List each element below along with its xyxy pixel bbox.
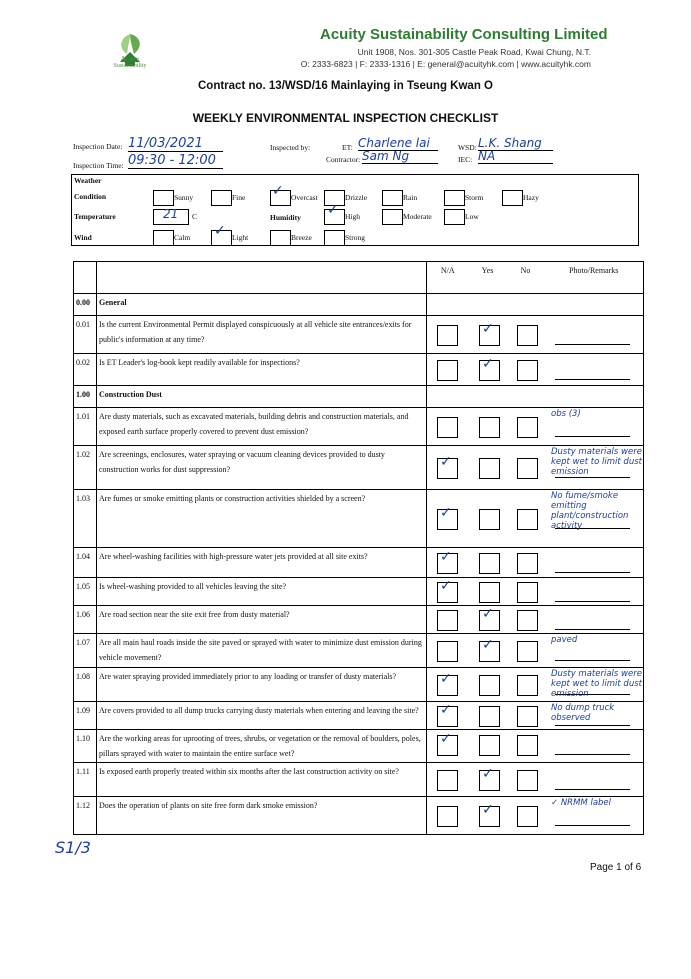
page-number: Page 1 of 6: [590, 862, 642, 873]
item-number: 1.00: [74, 386, 97, 408]
item-text: Are dusty materials, such as excavated materials, building debris and construction materials, and exposed earth surface properly covered to prevent dust emission?: [97, 408, 427, 446]
iec-label: IEC:: [458, 155, 473, 164]
item-number: 1.08: [74, 668, 97, 702]
yes-checkbox[interactable]: [479, 417, 500, 438]
humidity-label: Humidity: [270, 213, 301, 222]
table-row: [74, 548, 644, 578]
answer-cell: [427, 730, 644, 763]
table-row: [74, 408, 644, 446]
humidity-moderate-label: Moderate: [403, 212, 432, 221]
remark-line: [555, 629, 630, 630]
table-row: [74, 578, 644, 606]
remark-line: [555, 825, 630, 826]
remark-line: [555, 379, 630, 380]
item-number: 1.05: [74, 578, 97, 606]
table-row: [74, 490, 644, 548]
wsd-value: L.K. Shang: [478, 136, 553, 151]
remark-text: obs (3): [551, 409, 581, 419]
logo-text: [100, 55, 160, 69]
table-row: [74, 316, 644, 354]
header-no: No: [507, 262, 545, 294]
check-mark-icon: ✓: [482, 765, 494, 782]
no-checkbox[interactable]: [517, 582, 538, 603]
no-checkbox[interactable]: [517, 770, 538, 791]
fine-label: Fine: [232, 193, 246, 202]
contractor-label: Contractor:: [326, 155, 361, 164]
check-mark-icon: ✓: [482, 636, 494, 653]
wind-strong-checkbox[interactable]: [324, 230, 345, 246]
item-number: 0.02: [74, 354, 97, 386]
company-contact: O: 2333-6823 | F: 2333-1316 | E: general@acuityhk.com | www.acuityhk.com: [300, 59, 591, 69]
header-cell-no: [74, 262, 97, 294]
item-number: 1.04: [74, 548, 97, 578]
na-checkbox[interactable]: [437, 641, 458, 662]
item-number: 1.06: [74, 606, 97, 634]
no-checkbox[interactable]: [517, 706, 538, 727]
no-checkbox[interactable]: [517, 458, 538, 479]
item-text: Are covers provided to all dump trucks carrying dusty materials when entering and leaving the site?: [97, 702, 427, 730]
wind-breeze-label: Breeze: [291, 233, 312, 242]
storm-label: Storm: [465, 193, 484, 202]
item-text: Are all main haul roads inside the site paved or sprayed with water to minimize dust emission during vehicle movement?: [97, 634, 427, 668]
item-number: 1.01: [74, 408, 97, 446]
item-number: 1.07: [74, 634, 97, 668]
check-mark-icon: ✓: [482, 606, 494, 622]
na-checkbox[interactable]: [437, 360, 458, 381]
rain-checkbox[interactable]: [382, 190, 403, 206]
wind-calm-label: Calm: [174, 233, 191, 242]
wind-label: Wind: [74, 233, 92, 242]
rain-label: Rain: [403, 193, 418, 202]
item-number: 1.11: [74, 763, 97, 797]
header-yes: Yes: [469, 262, 507, 294]
answer-cell: [427, 606, 644, 634]
remark-line: [555, 344, 630, 345]
na-checkbox[interactable]: [437, 417, 458, 438]
section-title: General: [97, 294, 427, 316]
wind-light-check-icon: ✓: [214, 223, 226, 239]
table-row: [74, 634, 644, 668]
item-number: 1.12: [74, 797, 97, 835]
wind-breeze-checkbox[interactable]: [270, 230, 291, 246]
remark-line: [555, 725, 630, 726]
wind-light-label: Light: [232, 233, 249, 242]
remark-line: [555, 601, 630, 602]
yes-checkbox[interactable]: [479, 735, 500, 756]
humidity-low-checkbox[interactable]: [444, 209, 465, 225]
item-number: 1.02: [74, 446, 97, 490]
handwritten-note: S1/3: [55, 838, 91, 857]
check-mark-icon: ✓: [440, 453, 452, 470]
no-checkbox[interactable]: [517, 325, 538, 346]
answer-cell: [427, 763, 644, 797]
table-row: [74, 702, 644, 730]
item-text: Is ET Leader's log-book kept readily available for inspections?: [97, 354, 427, 386]
no-checkbox[interactable]: [517, 553, 538, 574]
table-row: [74, 797, 644, 835]
answer-cell: [427, 294, 644, 316]
et-value: Charlene lai: [358, 136, 438, 151]
remark-text: ✓ NRMM label: [551, 798, 612, 808]
wind-calm-checkbox[interactable]: [153, 230, 174, 246]
iec-value: NA: [478, 149, 553, 164]
checklist-table: [73, 261, 644, 835]
humidity-low-label: Low: [465, 212, 479, 221]
remark-line: [555, 660, 630, 661]
answer-cell: [427, 408, 644, 446]
header-remarks: Photo/Remarks: [545, 262, 644, 294]
item-text: Is exposed earth properly treated within six months after the last construction activity on site?: [97, 763, 427, 797]
no-checkbox[interactable]: [517, 806, 538, 827]
table-row: [74, 446, 644, 490]
answer-cell: [427, 446, 644, 490]
item-text: Are the working areas for uprooting of trees, shrubs, or vegetation or the removal of boulders, poles, pillars sprayed with water to maintain the entire surface wet?: [97, 730, 427, 763]
logo-word-2: Sustainability: [113, 63, 147, 69]
check-mark-icon: ✓: [482, 355, 494, 372]
sunny-checkbox[interactable]: [153, 190, 174, 206]
remark-line: [555, 572, 630, 573]
item-text: Are wheel-washing facilities with high-pressure water jets provided at all site exits?: [97, 548, 427, 578]
overcast-check-icon: ✓: [272, 183, 284, 199]
overcast-label: Overcast: [291, 193, 318, 202]
humidity-moderate-checkbox[interactable]: [382, 209, 403, 225]
remark-text: No dump truck observed: [551, 703, 615, 723]
yes-checkbox[interactable]: [479, 675, 500, 696]
remark-text: Dusty materials were kept wet to limit dust emission: [551, 447, 642, 477]
drizzle-label: Drizzle: [345, 193, 368, 202]
check-mark-icon: ✓: [482, 801, 494, 818]
item-text: Is the current Environmental Permit displayed conspicuously at all vehicle site entrances/exits for public's information at any time?: [97, 316, 427, 354]
check-mark-icon: ✓: [440, 578, 452, 594]
storm-checkbox[interactable]: [444, 190, 465, 206]
remark-text: paved: [551, 635, 578, 645]
item-text: Are water spraying provided immediately prior to any loading or transfer of dusty materials?: [97, 668, 427, 702]
item-text: Are fumes or smoke emitting plants or construction activities shielded by a screen?: [97, 490, 427, 548]
answer-cell: [427, 797, 644, 835]
item-number: 1.09: [74, 702, 97, 730]
remark-line: [555, 754, 630, 755]
contractor-value: Sam Ng: [362, 149, 438, 164]
answer-cell: [427, 354, 644, 386]
answer-cell: [427, 386, 644, 408]
section-title: Construction Dust: [97, 386, 427, 408]
fine-checkbox[interactable]: [211, 190, 232, 206]
inspected-by-label: Inspected by:: [270, 143, 311, 152]
check-mark-icon: ✓: [440, 548, 452, 565]
item-text: Is wheel-washing provided to all vehicles leaving the site?: [97, 578, 427, 606]
remark-text: No fume/smoke emitting plant/construction activity: [551, 491, 629, 531]
answer-cell: [427, 490, 644, 548]
temperature-unit: C: [192, 212, 198, 221]
checklist-rows: [74, 294, 644, 835]
answer-cell: [427, 548, 644, 578]
company-address: Unit 1908, Nos. 301-305 Castle Peak Road, Kwai Chung, N.T.: [357, 47, 591, 57]
remark-line: [555, 789, 630, 790]
temperature-value: 21: [163, 207, 179, 221]
no-checkbox[interactable]: [517, 735, 538, 756]
yes-checkbox[interactable]: [479, 458, 500, 479]
answer-cell: [427, 634, 644, 668]
table-row: [74, 730, 644, 763]
table-header-row: [74, 262, 644, 294]
check-mark-icon: ✓: [482, 320, 494, 337]
check-mark-icon: ✓: [440, 702, 452, 718]
answer-cell: [427, 702, 644, 730]
inspection-date-value: 11/03/2021: [128, 136, 223, 152]
hazy-checkbox[interactable]: [502, 190, 523, 206]
item-text: Are screenings, enclosures, water spraying or vacuum cleaning devices provided to dusty construction works for dust suppression?: [97, 446, 427, 490]
table-row: [74, 606, 644, 634]
check-mark-icon: ✓: [440, 730, 452, 747]
header-cell-item: [97, 262, 427, 294]
inspection-time-label: Inspection Time:: [73, 161, 124, 170]
wind-strong-label: Strong: [345, 233, 366, 242]
condition-label: Condition: [74, 192, 107, 201]
item-number: 1.10: [74, 730, 97, 763]
remark-line: [555, 436, 630, 437]
no-checkbox[interactable]: [517, 675, 538, 696]
contract-number: Contract no. 13/WSD/16 Mainlaying in Tseung Kwan O: [198, 80, 493, 92]
item-number: 0.00: [74, 294, 97, 316]
na-checkbox[interactable]: [437, 325, 458, 346]
no-checkbox[interactable]: [517, 417, 538, 438]
inspection-time-value: 09:30 - 12:00: [128, 153, 223, 169]
logo-word-1: Acuity: [120, 55, 140, 63]
yes-checkbox[interactable]: [479, 582, 500, 603]
page-title: WEEKLY ENVIRONMENTAL INSPECTION CHECKLIST: [192, 111, 499, 125]
item-number: 0.01: [74, 316, 97, 354]
humidity-high-label: High: [345, 212, 360, 221]
no-checkbox[interactable]: [517, 509, 538, 530]
yes-checkbox[interactable]: [479, 509, 500, 530]
section-row: [74, 294, 644, 316]
yes-checkbox[interactable]: [479, 706, 500, 727]
section-row: [74, 386, 644, 408]
item-text: Does the operation of plants on site free form dark smoke emission?: [97, 797, 427, 835]
check-mark-icon: ✓: [440, 670, 452, 687]
yes-checkbox[interactable]: [479, 553, 500, 574]
weather-heading: Weather: [74, 176, 102, 185]
na-checkbox[interactable]: [437, 770, 458, 791]
no-checkbox[interactable]: [517, 360, 538, 381]
table-row: [74, 354, 644, 386]
answer-cell: [427, 578, 644, 606]
check-mark-icon: ✓: [440, 504, 452, 521]
header-na: N/A: [427, 262, 469, 294]
wsd-label: WSD:: [458, 143, 477, 152]
na-checkbox[interactable]: [437, 610, 458, 631]
sunny-label: Sunny: [174, 193, 194, 202]
answer-cell: [427, 316, 644, 354]
answer-cell: [427, 668, 644, 702]
table-row: [74, 763, 644, 797]
na-checkbox[interactable]: [437, 806, 458, 827]
humidity-high-check-icon: ✓: [327, 202, 339, 218]
hazy-label: Hazy: [523, 193, 539, 202]
item-text: Are road section near the site exit free from dusty material?: [97, 606, 427, 634]
no-checkbox[interactable]: [517, 641, 538, 662]
inspection-date-label: Inspection Date:: [73, 142, 123, 151]
table-row: [74, 668, 644, 702]
item-number: 1.03: [74, 490, 97, 548]
et-label: ET:: [342, 143, 353, 152]
no-checkbox[interactable]: [517, 610, 538, 631]
temperature-label: Temperature: [74, 212, 116, 221]
remark-text: Dusty materials were kept wet to limit dust emission: [551, 669, 642, 699]
company-name: Acuity Sustainability Consulting Limited: [320, 26, 608, 43]
